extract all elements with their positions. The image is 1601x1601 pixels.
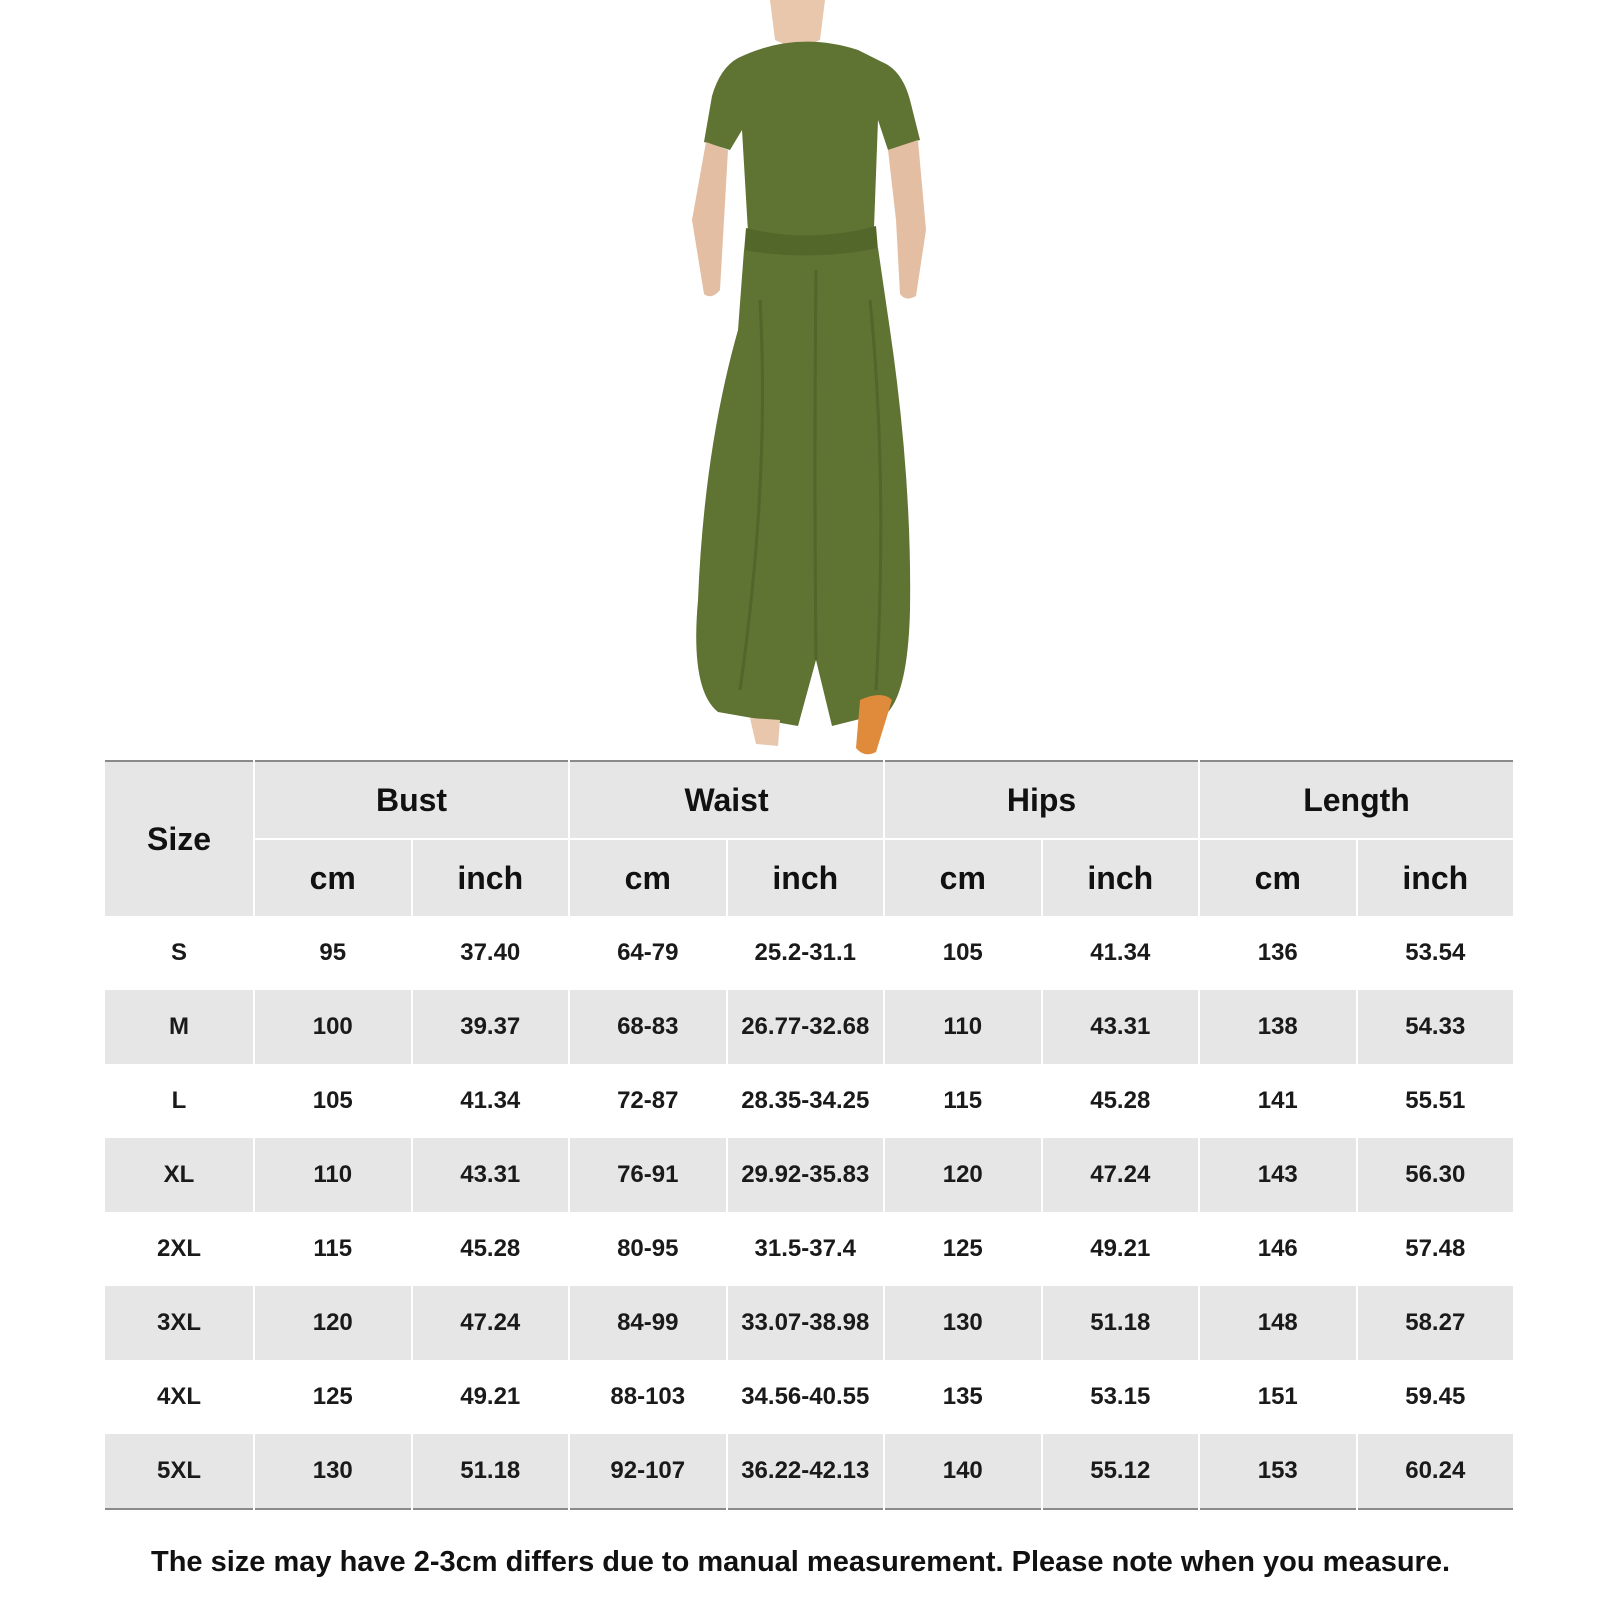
size-header: Size xyxy=(104,761,254,916)
measurement-cell: 64-79 xyxy=(569,916,727,990)
measurement-cell: 130 xyxy=(884,1286,1042,1360)
measurement-cell: 33.07-38.98 xyxy=(727,1286,885,1360)
measurement-cell: 125 xyxy=(884,1212,1042,1286)
measurement-cell: 26.77-32.68 xyxy=(727,990,885,1064)
measurement-cell: 151 xyxy=(1199,1360,1357,1434)
measurement-cell: 43.31 xyxy=(412,1138,570,1212)
measurement-note: The size may have 2-3cm differs due to manual measurement. Please note when you measure. xyxy=(150,1546,1451,1578)
table-row xyxy=(104,1286,1514,1360)
size-cell: S xyxy=(104,916,254,990)
size-cell: 3XL xyxy=(104,1286,254,1360)
unit-header: cm xyxy=(1199,839,1357,916)
measurement-cell: 110 xyxy=(884,990,1042,1064)
jumpsuit-illustration xyxy=(620,0,960,760)
measurement-cell: 43.31 xyxy=(1042,990,1200,1064)
unit-header: inch xyxy=(412,839,570,916)
group-header-length: Length xyxy=(1199,761,1514,839)
measurement-cell: 130 xyxy=(254,1434,412,1509)
measurement-cell: 120 xyxy=(254,1286,412,1360)
measurement-cell: 105 xyxy=(254,1064,412,1138)
size-cell: 2XL xyxy=(104,1212,254,1286)
measurement-cell: 45.28 xyxy=(412,1212,570,1286)
measurement-cell: 58.27 xyxy=(1357,1286,1515,1360)
measurement-cell: 60.24 xyxy=(1357,1434,1515,1509)
unit-header: cm xyxy=(569,839,727,916)
size-table-body xyxy=(104,916,1514,1509)
measurement-cell: 148 xyxy=(1199,1286,1357,1360)
measurement-cell: 88-103 xyxy=(569,1360,727,1434)
table-row xyxy=(104,1138,1514,1212)
size-cell: XL xyxy=(104,1138,254,1212)
measurement-cell: 153 xyxy=(1199,1434,1357,1509)
measurement-cell: 115 xyxy=(884,1064,1042,1138)
measurement-cell: 53.54 xyxy=(1357,916,1515,990)
measurement-cell: 51.18 xyxy=(1042,1286,1200,1360)
measurement-cell: 55.12 xyxy=(1042,1434,1200,1509)
measurement-cell: 36.22-42.13 xyxy=(727,1434,885,1509)
measurement-cell: 92-107 xyxy=(569,1434,727,1509)
measurement-cell: 141 xyxy=(1199,1064,1357,1138)
measurement-cell: 54.33 xyxy=(1357,990,1515,1064)
product-photo xyxy=(620,0,960,760)
measurement-cell: 120 xyxy=(884,1138,1042,1212)
size-cell: M xyxy=(104,990,254,1064)
unit-header: inch xyxy=(727,839,885,916)
unit-header: inch xyxy=(1357,839,1515,916)
measurement-cell: 135 xyxy=(884,1360,1042,1434)
measurement-cell: 110 xyxy=(254,1138,412,1212)
measurement-cell: 95 xyxy=(254,916,412,990)
measurement-cell: 45.28 xyxy=(1042,1064,1200,1138)
size-cell: 5XL xyxy=(104,1434,254,1509)
group-header-waist: Waist xyxy=(569,761,884,839)
measurement-cell: 115 xyxy=(254,1212,412,1286)
measurement-cell: 28.35-34.25 xyxy=(727,1064,885,1138)
group-header-bust: Bust xyxy=(254,761,569,839)
measurement-cell: 68-83 xyxy=(569,990,727,1064)
table-row xyxy=(104,1360,1514,1434)
measurement-cell: 47.24 xyxy=(1042,1138,1200,1212)
measurement-cell: 105 xyxy=(884,916,1042,990)
measurement-cell: 146 xyxy=(1199,1212,1357,1286)
measurement-cell: 31.5-37.4 xyxy=(727,1212,885,1286)
table-row xyxy=(104,990,1514,1064)
measurement-cell: 56.30 xyxy=(1357,1138,1515,1212)
table-row xyxy=(104,1212,1514,1286)
measurement-cell: 49.21 xyxy=(1042,1212,1200,1286)
group-header-hips: Hips xyxy=(884,761,1199,839)
size-cell: 4XL xyxy=(104,1360,254,1434)
measurement-cell: 53.15 xyxy=(1042,1360,1200,1434)
measurement-cell: 41.34 xyxy=(412,1064,570,1138)
measurement-cell: 41.34 xyxy=(1042,916,1200,990)
measurement-cell: 55.51 xyxy=(1357,1064,1515,1138)
unit-header: inch xyxy=(1042,839,1200,916)
measurement-cell: 136 xyxy=(1199,916,1357,990)
measurement-cell: 25.2-31.1 xyxy=(727,916,885,990)
size-chart-table xyxy=(103,760,1515,1510)
measurement-cell: 125 xyxy=(254,1360,412,1434)
measurement-cell: 49.21 xyxy=(412,1360,570,1434)
measurement-cell: 47.24 xyxy=(412,1286,570,1360)
unit-header: cm xyxy=(884,839,1042,916)
unit-header: cm xyxy=(254,839,412,916)
measurement-cell: 37.40 xyxy=(412,916,570,990)
measurement-cell: 84-99 xyxy=(569,1286,727,1360)
measurement-cell: 72-87 xyxy=(569,1064,727,1138)
table-row xyxy=(104,1434,1514,1509)
size-cell: L xyxy=(104,1064,254,1138)
measurement-cell: 76-91 xyxy=(569,1138,727,1212)
measurement-cell: 100 xyxy=(254,990,412,1064)
measurement-cell: 57.48 xyxy=(1357,1212,1515,1286)
measurement-cell: 138 xyxy=(1199,990,1357,1064)
measurement-cell: 29.92-35.83 xyxy=(727,1138,885,1212)
measurement-cell: 59.45 xyxy=(1357,1360,1515,1434)
measurement-cell: 80-95 xyxy=(569,1212,727,1286)
measurement-cell: 140 xyxy=(884,1434,1042,1509)
measurement-cell: 143 xyxy=(1199,1138,1357,1212)
measurement-cell: 51.18 xyxy=(412,1434,570,1509)
measurement-cell: 39.37 xyxy=(412,990,570,1064)
measurement-cell: 34.56-40.55 xyxy=(727,1360,885,1434)
table-row xyxy=(104,1064,1514,1138)
table-row xyxy=(104,916,1514,990)
